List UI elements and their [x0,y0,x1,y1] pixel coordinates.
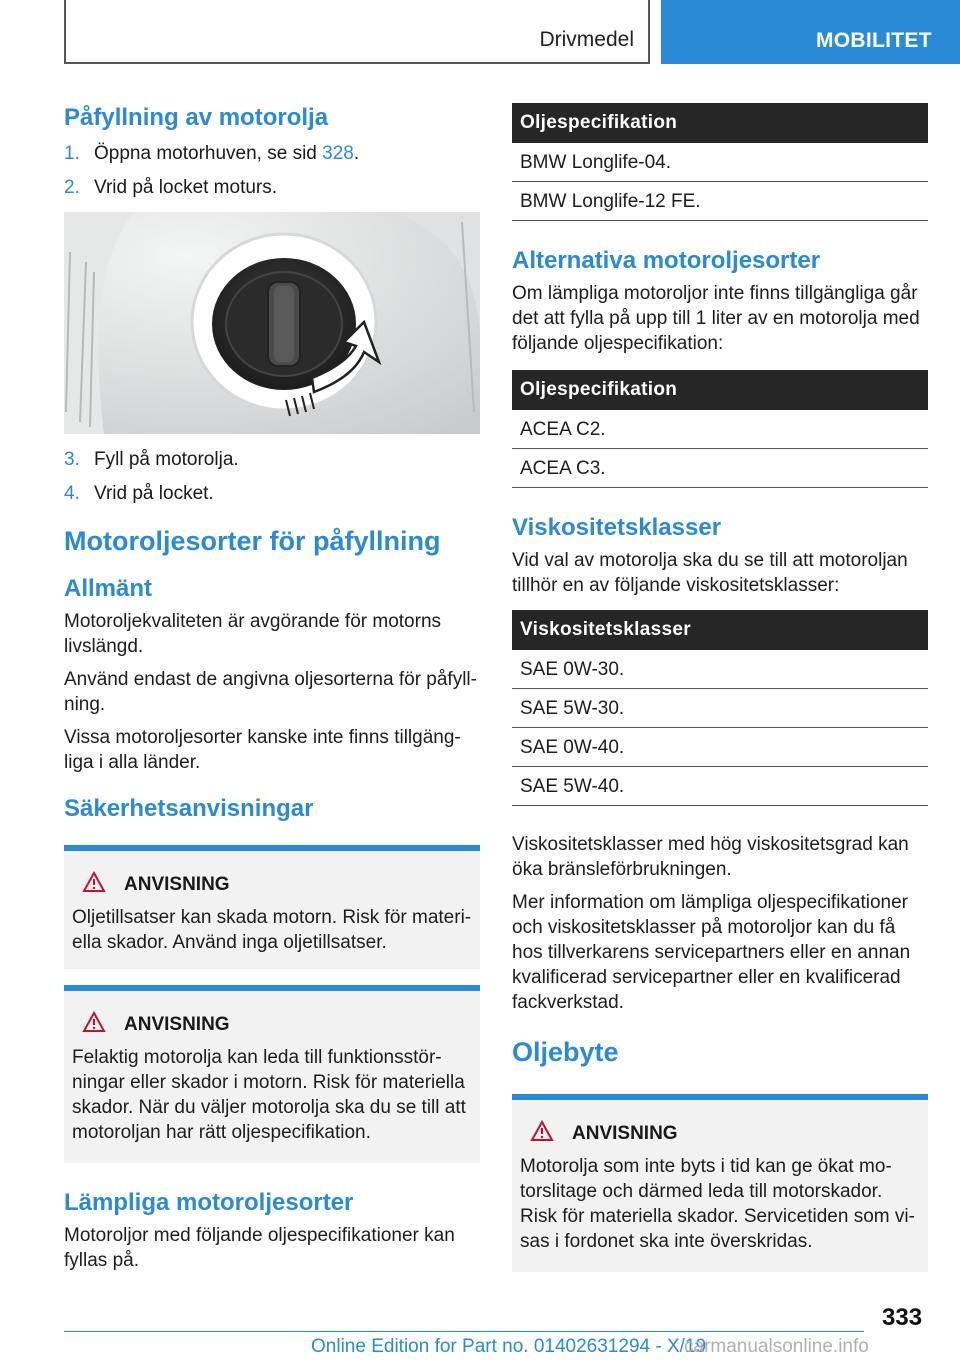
heading-safety: Säkerhetsanvisningar [64,795,314,822]
watermark: carmanualsonline.info [684,1336,869,1357]
heading-oil-change: Oljebyte [512,1037,619,1067]
table-row: BMW Longlife-04. [512,143,928,182]
header-chapter-title: MOBILITET [816,29,932,52]
paragraph-suitable-oils: Motoroljor med följande oljespecifikationer kan fyllas på. [64,1225,455,1271]
paragraph-high-viscosity: Viskositetsklasser med hög viskositetsgrad kan öka bränsleförbrukningen. [512,834,909,880]
warning-title: ANVISNING [72,871,472,899]
paragraph-oil-quality: Motoroljekvaliteten är avgörande för motorns livslängd. [64,611,442,657]
step-number: 2. [64,177,80,198]
page-number: 333 [882,1304,923,1331]
header-section-box [64,0,650,64]
step-text: Vrid på locket moturs. [94,177,278,198]
warning-text: Motorolja som inte byts i tid kan ge ökat mo‐torslitage och därmed leda till motorskador. Risk för materiella skador. Servicetiden som vi‐sas i fordonet ska inte överskridas. [520,1156,915,1252]
heading-general: Allmänt [64,575,153,602]
warning-title: ANVISNING [520,1120,920,1148]
step-text: Fyll på motorolja. [94,449,239,470]
table-row: BMW Longlife-12 FE. [512,182,928,221]
step-text: Öppna motorhuven, se sid 328. [94,143,360,164]
step-text: Vrid på locket. [94,483,214,504]
warning-triangle-icon [530,1120,564,1148]
paragraph-more-info: Mer information om lämpliga oljespecifikationer och viskositetsklasser på motoroljor kan du få hos tillverkarens servicepartners eller en annan kvalificerad servicepartner eller en kvalificerad fackverkstad. [512,892,911,1013]
step-number: 1. [64,143,80,164]
paragraph-alternative-oils: Om lämpliga motoroljor inte finns tillgängliga går det att fylla på upp till 1 liter av en motorolja med följande oljespecifikation: [512,283,920,354]
table-alt-spec [512,370,928,488]
oil-filler-cap-image [64,212,480,434]
warning-box-wrong-oil [64,985,480,1163]
header-section-title: Drivmedel [539,28,634,51]
warning-box-additives [64,845,480,969]
table-oil-spec [512,103,928,221]
warning-text: Oljetillsatser kan skada motorn. Risk för materi‐ella skador. Använd inga oljetillsatser. [72,907,472,953]
table-row: SAE 0W-30. [512,650,928,689]
heading-suitable-oils: Lämpliga motoroljesorter [64,1189,354,1216]
paragraph-use-oils: Använd endast de angivna oljesorterna för påfyll‐ning. [64,669,477,715]
page-link[interactable]: 328 [322,143,354,164]
table-header: Oljespecifikation [512,370,928,410]
step-1 [64,142,480,166]
footer-edition: Online Edition for Part no. 01402631294 - X/19 [311,1336,707,1357]
warning-box-oil-change [512,1094,928,1272]
warning-title: ANVISNING [72,1011,472,1039]
table-row: ACEA C3. [512,449,928,488]
heading-alternative-oils: Alternativa motoroljesorter [512,247,821,274]
step-4 [64,482,480,506]
warning-text: Felaktig motorolja kan leda till funktionsstör‐ningar eller skador i motorn. Risk för materiella skador. När du väljer motorolja ska du se till att motoroljan har rätt oljespecifikation. [72,1047,466,1143]
warning-triangle-icon [82,1011,116,1039]
table-row: SAE 5W-30. [512,689,928,728]
paragraph-availability: Vissa motoroljesorter kanske inte finns tillgäng‐liga i alla länder. [64,727,461,773]
table-row: ACEA C2. [512,410,928,449]
step-number: 4. [64,483,80,504]
heading-oil-sorts: Motoroljesorter för påfyllning [64,526,441,556]
table-viscosity [512,610,928,806]
table-header: Oljespecifikation [512,103,928,143]
table-row: SAE 5W-40. [512,767,928,806]
paragraph-viscosity: Vid val av motorolja ska du se till att motoroljan tillhör en av följande viskositetsklasser: [512,550,908,596]
table-header: Viskositetsklasser [512,610,928,650]
step-number: 3. [64,449,80,470]
footer-divider [64,1331,864,1332]
left-column [64,100,480,1273]
right-column [512,103,928,1272]
heading-viscosity: Viskositetsklasser [512,514,722,541]
heading-fill-oil: Påfyllning av motorolja [64,104,329,131]
warning-triangle-icon [82,871,116,899]
table-row: SAE 0W-40. [512,728,928,767]
step-2 [64,176,480,200]
step-3 [64,448,480,472]
